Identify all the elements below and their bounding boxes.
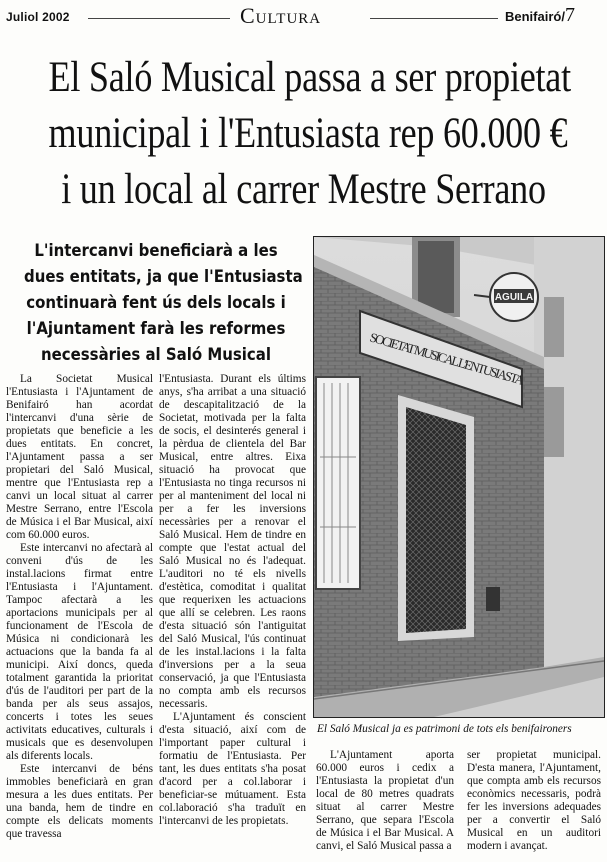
headline-line-2: municipal i l'Entusiasta rep 60.000 € xyxy=(48,110,568,157)
section-title: Cultura xyxy=(240,3,322,28)
photo-caption: El Saló Musical ja es patrimoni de tots els benifaironers xyxy=(317,723,572,735)
headline xyxy=(48,50,571,218)
issue-date: Juliol 2002 xyxy=(6,10,70,24)
paragraph: La Societat Musical l'Entusiasta i l'Ajuntament de Benifairó han acordat l'intercanvi d'una sèrie de propietats que beneficie a les dues entitats. En concret, l'Ajuntament passa a ser propietari del Saló Musical, mentre que l'Entusiasta rep a canvi un local situat al carrer Mestre Serrano, entre l'Escola de Música i el Bar Musical, així com 60.000 euros. xyxy=(6,373,153,541)
paragraph: L'Ajuntament aporta 60.000 euros i cedix a l'Entusiasta la propietat d'un local de 80 metres quadrats situat al carrer Mestre Serrano, que separa l'Escola de Música i el Bar Musical. A canvi, el Saló Musical passa a xyxy=(316,749,454,852)
publication-name: Benifairó/ xyxy=(505,9,565,24)
paragraph: Este intercanvi no afectarà al conveni d'ús de les instal.lacions firmat entre l'Entusiasta i l'Ajuntament. Tampoc afectarà a les aportacions municipals per al funcionament de l'Escola de Música ni condicionarà les actuacions que la banda fa al municipi. Així doncs, queda totalment garantida la prioritat d'ús de l'auditori per part de la banda per als seus assajos, concerts i totes les seues activitats educatives, culturals i musicals que es desenvolupen als diferents locals. xyxy=(6,542,153,762)
subheadline-line-4: l'Ajuntament farà les reformes xyxy=(26,319,286,339)
page-label xyxy=(505,4,575,27)
paragraph: ser propietat municipal. D'esta manera, l'Ajuntament, que compta amb els recursos econòmics necessaris, podrà fer les inversions adequades per a convertir el Saló Musical en un auditori modern i avançat. xyxy=(467,749,601,852)
page-number: 7 xyxy=(564,4,575,26)
article-column-4 xyxy=(467,749,601,853)
paragraph: Este intercanvi de béns immobles beneficiarà en gran mesura a les dues entitats. Per una banda, hem de tindre en compte els delicats moments que travessa xyxy=(6,763,153,840)
subheadline-line-1: L'intercanvi beneficiarà a les xyxy=(34,241,278,261)
page-header xyxy=(0,0,607,34)
header-rule-right xyxy=(370,18,498,19)
paragraph: l'Entusiasta. Durant els últims anys, s'ha arribat a una situació de descapitalització de la Societat, motivada per la falta de socis, el desinterés general i la pèrdua de clientela del Bar Musical, entre altres. Eixa situació ha provocat que l'Entusiasta no tinga recursos ni per al manteniment del local ni per a fer les inversions necessàries per a renovar el Saló Musical. Hem de tindre en compte que l'estat actual del Saló Musical no és l'adequat. L'auditori no té els nivells d'estètica, comoditat i qualitat que requerixen les actuacions que allí se celebren. Les raons d'esta situació són l'antiguitat del Saló Musical, l'ús continuat de les instal.lacions i la falta d'inversions per a la seua conservació, ja que l'Entusiasta no compta amb els recursos necessaris. xyxy=(159,373,306,710)
article-column-2 xyxy=(159,373,306,828)
building-photo xyxy=(313,236,605,718)
subheadline-line-5: necessàries al Saló Musical xyxy=(40,345,272,365)
article-column-1 xyxy=(6,373,153,841)
headline-line-3: i un local al carrer Mestre Serrano xyxy=(61,166,546,213)
header-rule-left xyxy=(88,18,230,19)
society-sign-text: SOCIETAT MUSICAL L'ENTUSIASTA xyxy=(368,329,527,388)
subheadline xyxy=(24,238,303,368)
subheadline-line-3: continuarà fent ús dels locals i xyxy=(26,293,286,313)
subheadline-line-2: dues entitats, ja que l'Entusiasta xyxy=(24,267,303,287)
paragraph: L'Ajuntament és conscient d'esta situació, així com de l'important paper cultural i formatiu de l'Entusiasta. Per tant, les dues entitats s'ha posat d'acord per a col.laborar i beneficiar-se mútuament. Esta col.laboració s'ha traduït en l'intercanvi de les propietats. xyxy=(159,711,306,827)
beer-sign-text: AGUILA xyxy=(494,292,534,303)
headline-line-1: El Saló Musical passa a ser propietat xyxy=(48,54,571,101)
article-column-3 xyxy=(316,749,454,853)
